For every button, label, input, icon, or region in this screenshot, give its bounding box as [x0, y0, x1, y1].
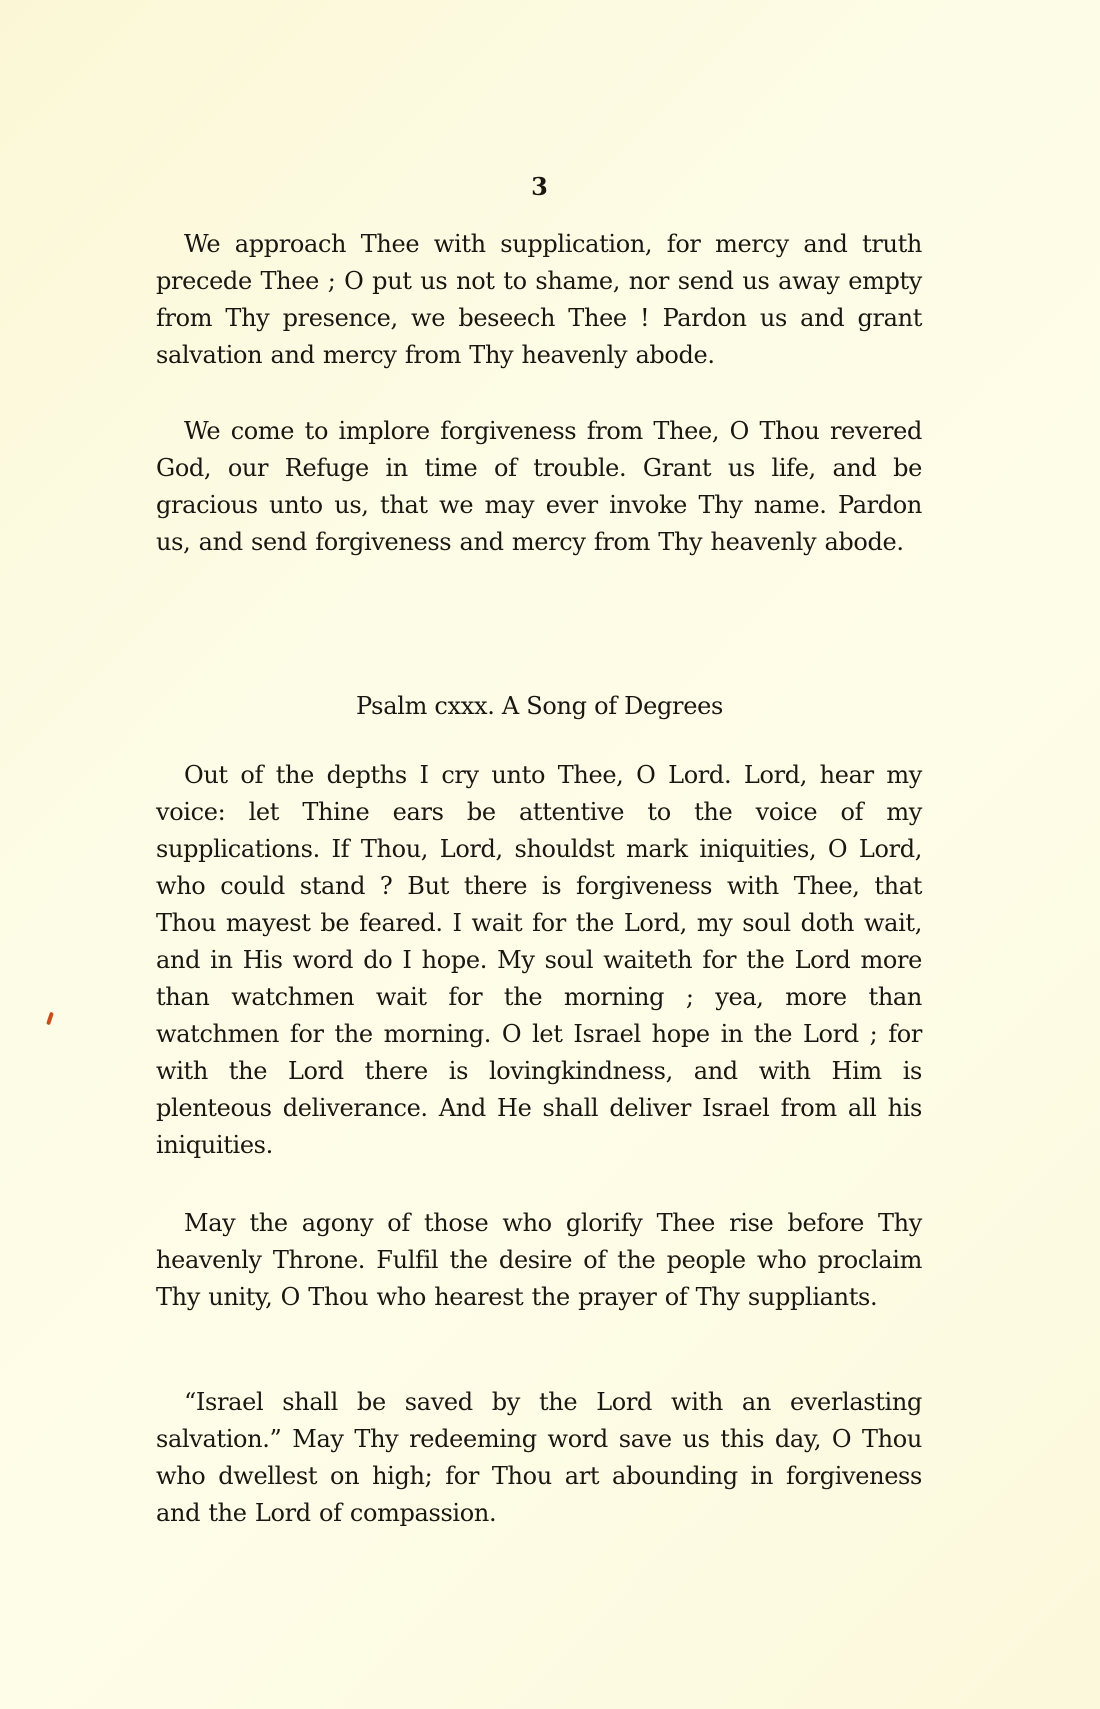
paragraph-text: May the agony of those who glorify Thee rise before Thy heavenly Throne. Fulfil the desire of the people who proclaim Thy unity, O Thou who hearest the prayer of Thy suppliants. — [156, 1209, 922, 1311]
page-number: 3 — [531, 172, 548, 201]
paragraph-text: “Israel shall be saved by the Lord with an everlasting salvation.” May Thy redeeming word save us this day, O Thou who dwellest on high; for Thou art abounding in forgiveness and the Lord of compassion. — [156, 1388, 922, 1527]
prayer-paragraph-supplication — [156, 226, 922, 374]
psalm-heading: Psalm cxxx. A Song of Degrees — [355, 692, 724, 720]
paragraph-text: We approach Thee with supplication, for mercy and truth precede Thee ; O put us not to shame, nor send us away empty from Thy presence, we beseech Thee ! Pardon us and grant salvation and mercy from Thy heavenly abode. — [156, 230, 922, 369]
psalm-text-paragraph — [156, 757, 922, 1164]
ink-mark — [46, 1012, 54, 1026]
prayer-paragraph-agony — [156, 1205, 922, 1316]
prayer-paragraph-salvation — [156, 1384, 922, 1532]
paragraph-text: We come to implore forgiveness from Thee, O Thou revered God, our Refuge in time of trouble. Grant us life, and be gracious unto us, that we may ever invoke Thy name. Pardon us, and send forgiveness and mercy from Thy heavenly abode. — [156, 417, 922, 556]
prayer-paragraph-forgiveness — [156, 413, 922, 561]
paragraph-text: Out of the depths I cry unto Thee, O Lord. Lord, hear my voice: let Thine ears be attentive to the voice of my supplications. If Thou, Lord, shouldst mark iniquities, O Lord, who could stand ? But there is forgiveness with Thee, that Thou mayest be feared. I wait for the Lord, my soul doth wait, and in His word do I hope. My soul waiteth for the Lord more than watchmen wait for the morning ; yea, more than watchmen for the morning. O let Israel hope in the Lord ; for with the Lord there is lovingkindness, and with Him is plenteous deliverance. And He shall deliver Israel from all his iniquities. — [156, 761, 922, 1159]
